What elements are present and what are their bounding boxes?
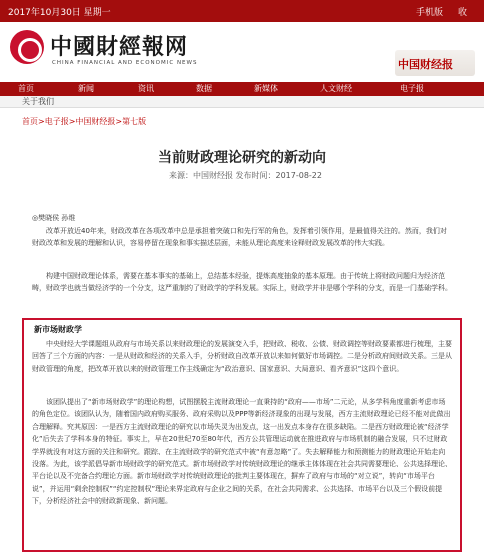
breadcrumb-paper[interactable]: 中国财经报: [75, 117, 116, 126]
top-bar: [0, 0, 484, 22]
section-heading: 新市场财政学: [34, 325, 82, 334]
logo-seal-icon[interactable]: [10, 30, 44, 64]
breadcrumb-separator: >: [38, 117, 45, 126]
mobile-version-link[interactable]: 手机版: [416, 8, 444, 18]
site-header: [0, 22, 484, 82]
article-paragraph: 中央财经大学课题组从政府与市场关系以来财政理论的发展演变入手，把财政、税收、公债、财政调控等财政要素都进行梳理，主要回答了三个方面的内容：一是从财政和经济的关系入手，分析财政自改革开放以来如何做好市场调控。二是分析政府间财政关系。三是从财政管理的角度，把改革开放以来的财政管理工作主线确定为“政治意识、国家意识、大局意识、看齐意识”这四个意识。: [32, 340, 452, 373]
breadcrumb-separator: >: [115, 117, 123, 126]
nav-item-epaper[interactable]: 电子报: [400, 84, 424, 93]
breadcrumb: [22, 116, 146, 127]
article-paragraph: 改革开放近40年来，财政改革在各项改革中总是承担着突破口和先行军的角色，发挥着引领作用，是最值得关注的。然而，我们对财政改革和发展的理解和认识，容易停留在现象和事实描述层面，未能从理论高度来诠释财政发展改革的伟大实践。: [32, 227, 447, 248]
main-nav: [0, 82, 484, 96]
article-paragraph: 该团队提出了“新市场财政学”的理论构想，试图摆脱主流财政理论一直秉持的“政府——市场”二元论，从多学科角度重新考虑市场的角色定位。该团队认为，随着国内政府购买服务、政府采购以及PPP等新经济现象的出现与发展，西方主流财政理论已经不能对此做出合理解释。究其原因：一是西方主流财政理论的研究以市场失灵为出发点，这一出发点本身存在很多缺陷。二是西方财政理论被“经济学化”后失去了学科本身的特征。事实上，早在20世纪70至80年代，西方公共管理运动就在推进政府与市场机制的融合发展，只不过财政学界就没有对这方面的关注和研究。跟踪、在主流财政学的研究范式中被“有意忽略”了。失去解释能力和预测能力的财政理论开始走向没落。为此，该学派倡导新市场财政学的研究范式。新市场财政学对传统财政理论的继承主体体现在社会共同需要理论、公共选择理论、平台论以及不完备合约理论方面。新市场财政学对传统财政理论的批判主要体现在，摒弃了政府与市场的“对立说”，转向“市场平台说”，并运用“剩余控制权”“约定控制权”理论来界定政府与企业之间的关系，在社会共同需求、公共选择、市场平台以及三个假设前提下，分析经济社会中的财政新现象、新问题。: [32, 398, 452, 506]
breadcrumb-home[interactable]: 首页: [22, 117, 38, 126]
article-paragraph: 构建中国财政理论体系，需要在基本事实的基础上，总结基本经验，提炼高度抽象的基本原理。由于传统上将财政问题归为经济范畴，财政学也就当做经济学的一个分支，这严重制约了财政学的学科发展。实际上，财政学并非是哪个学科的分支，而是一门基础学科。: [32, 272, 452, 293]
article-title: 当前财政理论研究的新动向: [158, 150, 326, 166]
date-text: 2017年10月30日 星期一: [8, 8, 111, 18]
article-meta: 来源：中国财经报 发布时间：2017-08-22: [168, 171, 322, 180]
site-logo-text[interactable]: 中國財經報网: [50, 34, 189, 60]
nav-item-home[interactable]: 首页: [18, 84, 34, 93]
article-author: ◎樊晓侯 孙维: [32, 214, 76, 222]
site-logo-english: CHINA FINANCIAL AND ECONOMIC NEWS: [52, 60, 198, 66]
nav-item-culture-finance[interactable]: 人文财经: [320, 84, 352, 93]
nav-item-info[interactable]: 资讯: [138, 84, 154, 93]
favorite-link[interactable]: 收: [458, 8, 468, 18]
nav-item-new-media[interactable]: 新媒体: [254, 84, 278, 93]
breadcrumb-page[interactable]: 第七版: [122, 117, 147, 126]
sub-nav: [0, 96, 484, 108]
nav-item-news[interactable]: 新闻: [78, 84, 94, 93]
subnav-about-us[interactable]: 关于我们: [22, 97, 54, 106]
newspaper-brand-text: 中国财经报: [398, 58, 453, 71]
breadcrumb-separator: >: [68, 117, 76, 126]
breadcrumb-epaper[interactable]: 电子报: [44, 117, 69, 126]
nav-item-data[interactable]: 数据: [196, 84, 212, 93]
